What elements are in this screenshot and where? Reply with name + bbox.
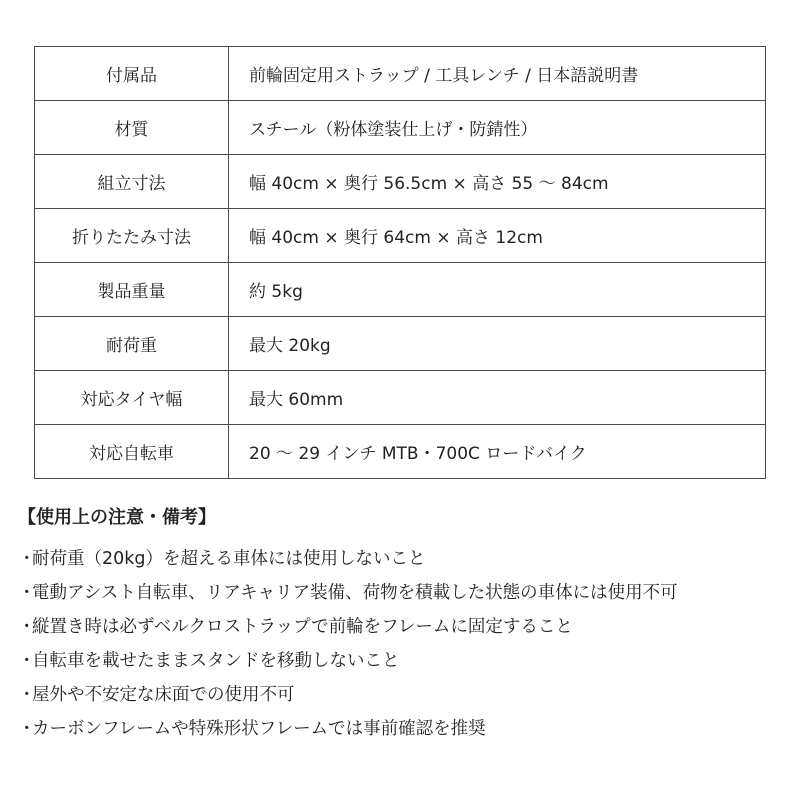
bullet-icon: ・ (18, 651, 36, 671)
note-text: 屋外や不安定な床面での使用不可 (32, 685, 295, 705)
spec-value: 約 5kg (229, 263, 766, 317)
note-item (18, 644, 678, 678)
spec-label: 付属品 (35, 47, 229, 101)
bullet-icon: ・ (18, 719, 36, 739)
spec-value: 幅 40cm × 奥行 56.5cm × 高さ 55 〜 84cm (229, 155, 766, 209)
note-item (18, 712, 678, 746)
note-text: 耐荷重（20kg）を超える車体には使用しないこと (32, 549, 426, 569)
note-text: 自転車を載せたままスタンドを移動しないこと (32, 651, 400, 671)
note-text: カーボンフレームや特殊形状フレームでは事前確認を推奨 (32, 719, 486, 739)
notes-list (18, 542, 678, 746)
usage-notes (18, 504, 678, 746)
spec-label: 材質 (35, 101, 229, 155)
spec-value: スチール（粉体塗装仕上げ・防錆性） (229, 101, 766, 155)
spec-value: 幅 40cm × 奥行 64cm × 高さ 12cm (229, 209, 766, 263)
note-text: 縦置き時は必ずベルクロストラップで前輪をフレームに固定すること (32, 617, 573, 637)
spec-row (35, 155, 766, 209)
bullet-icon: ・ (18, 549, 36, 569)
spec-label: 組立寸法 (35, 155, 229, 209)
spec-label: 対応自転車 (35, 425, 229, 479)
notes-heading: 【使用上の注意・備考】 (18, 507, 216, 528)
spec-row (35, 101, 766, 155)
spec-value: 最大 20kg (229, 317, 766, 371)
spec-row (35, 209, 766, 263)
spec-table (34, 46, 766, 479)
spec-row (35, 371, 766, 425)
spec-label: 製品重量 (35, 263, 229, 317)
bullet-icon: ・ (18, 617, 36, 637)
note-text: 電動アシスト自転車、リアキャリア装備、荷物を積載した状態の車体には使用不可 (32, 583, 678, 603)
spec-row (35, 425, 766, 479)
note-item (18, 542, 678, 576)
spec-row (35, 263, 766, 317)
spec-label: 対応タイヤ幅 (35, 371, 229, 425)
bullet-icon: ・ (18, 685, 36, 705)
note-item (18, 610, 678, 644)
note-item (18, 576, 678, 610)
spec-value: 最大 60mm (229, 371, 766, 425)
spec-label: 耐荷重 (35, 317, 229, 371)
spec-label: 折りたたみ寸法 (35, 209, 229, 263)
spec-value: 20 〜 29 インチ MTB・700C ロードバイク (229, 425, 766, 479)
note-item (18, 678, 678, 712)
bullet-icon: ・ (18, 583, 36, 603)
spec-row (35, 317, 766, 371)
spec-row (35, 47, 766, 101)
spec-value: 前輪固定用ストラップ / 工具レンチ / 日本語説明書 (229, 47, 766, 101)
